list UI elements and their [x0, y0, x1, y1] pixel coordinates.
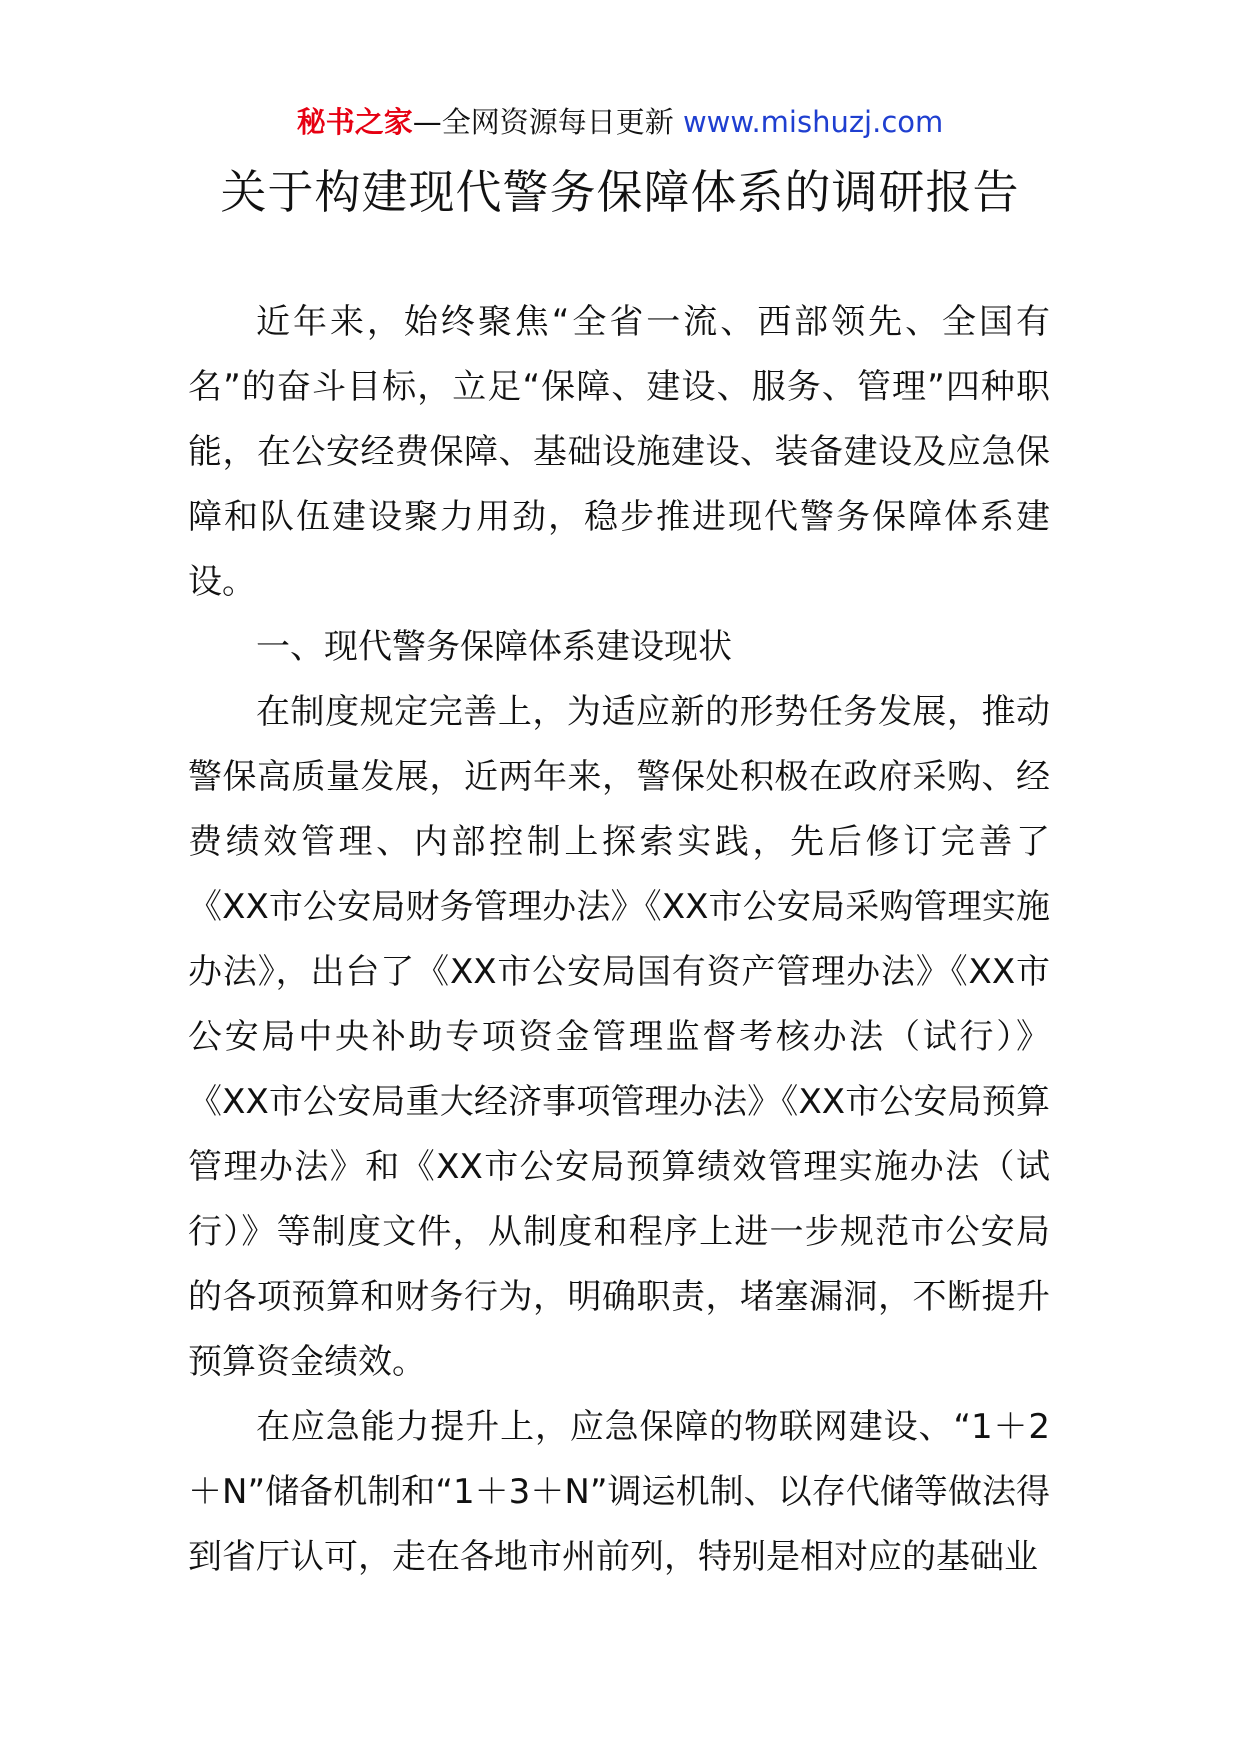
paragraph-regulations: 在制度规定完善上，为适应新的形势任务发展，推动警保高质量发展，近两年来，警保处积极在政府采购、经费绩效管理、内部控制上探索实践，先后修订完善了《XX市公安局财务管理办法》《XX市公安局采购管理实施办法》，出台了《XX市公安局国有资产管理办法》《XX市公安局中央补助专项资金管理监督考核办法（试行）》《XX市公安局重大经济事项管理办法》《XX市公安局预算管理办法》和《XX市公安局预算绩效管理实施办法（试行）》等制度文件，从制度和程序上进一步规范市公安局的各项预算和财务行为，明确职责，堵塞漏洞，不断提升预算资金绩效。	[188, 692, 1050, 1382]
watermark-header	[0, 102, 1240, 142]
paragraph-emergency: 在应急能力提升上，应急保障的物联网建设、“1＋2＋N”储备机制和“1＋3＋N”调运机制、以存代储等做法得到省厅认可，走在各地市州前列，特别是相对应的基础业	[188, 1407, 1050, 1577]
header-tagline: —全网资源每日更新	[412, 105, 683, 139]
paragraph-intro: 近年来，始终聚焦“全省一流、西部领先、全国有名”的奋斗目标，立足“保障、建设、服务、管理”四种职能，在公安经费保障、基础设施建设、装备建设及应急保障和队伍建设聚力用劲，稳步推进现代警务保障体系建设。	[188, 302, 1050, 602]
brand-name: 秘书之家	[296, 105, 413, 139]
document-body	[188, 290, 1050, 1590]
document-title: 关于构建现代警务保障体系的调研报告	[220, 165, 1020, 219]
section-heading-1: 一、现代警务保障体系建设现状	[256, 627, 732, 667]
site-url-link[interactable]: www.mishuzj.com	[682, 105, 944, 139]
